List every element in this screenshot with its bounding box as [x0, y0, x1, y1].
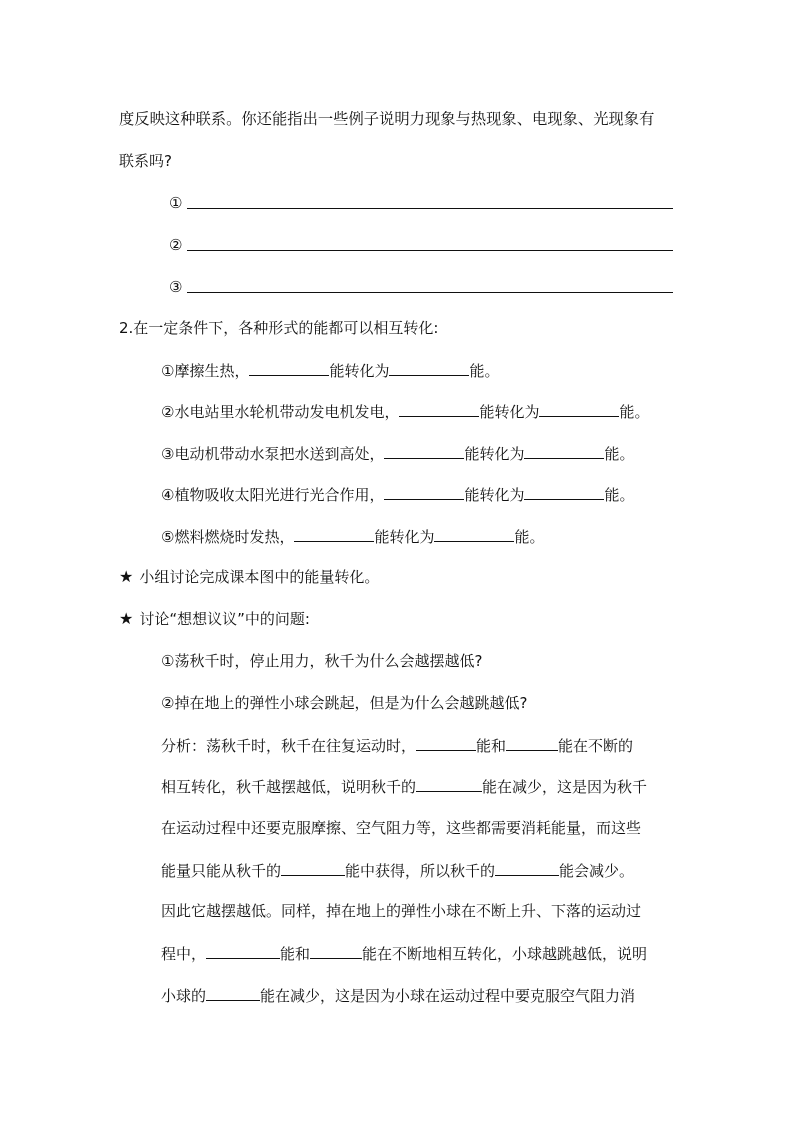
fill-blank[interactable] — [524, 443, 604, 459]
conversion-prefix: ④植物吸收太阳光进行光合作用， — [161, 486, 385, 504]
star-item-1 — [119, 567, 379, 587]
conversion-middle: 能转化为 — [329, 362, 390, 380]
star-item-text: 讨论“想想议议”中的问题: — [139, 610, 310, 628]
discussion-question-2: ②掉在地上的弹性小球会跳起，但是为什么会越跳越低? — [161, 694, 528, 712]
answer-line-1[interactable] — [187, 208, 673, 209]
fill-blank[interactable] — [384, 443, 464, 459]
star-icon: ★ — [119, 609, 134, 628]
conversion-prefix: ⑤燃料燃烧时发热， — [161, 528, 295, 546]
analysis-line-5: 因此它越摆越低。同样，掉在地上的弹性小球在不断上升、下落的运动过 — [161, 902, 642, 920]
analysis-text: 能中获得，所以秋千的 — [345, 862, 496, 880]
q2-heading-text: 2.在一定条件下，各种形式的能都可以相互转化: — [119, 319, 439, 337]
fill-blank[interactable] — [539, 401, 619, 417]
discussion-question-1: ①荡秋千时，停止用力，秋千为什么会越摆越低? — [161, 652, 483, 670]
conversion-item-2 — [161, 401, 649, 422]
analysis-text: 能在减少，这是因为小球在运动过程中要克服空气阻力消 — [260, 987, 636, 1005]
fill-blank[interactable] — [416, 776, 482, 792]
conversion-suffix: 能。 — [514, 528, 545, 546]
analysis-text: 程中， — [161, 945, 207, 963]
conversion-item-5 — [161, 526, 544, 547]
analysis-text: 能量只能从秋千的 — [161, 862, 282, 880]
star-item-2 — [119, 609, 310, 629]
analysis-line-3: 在运动过程中还要克服摩擦、空气阻力等，这些都需要消耗能量，而这些 — [161, 819, 642, 837]
fill-blank[interactable] — [281, 860, 345, 876]
fill-blank[interactable] — [495, 860, 559, 876]
analysis-text: 能在不断地相互转化，小球越跳越低，说明 — [362, 945, 648, 963]
conversion-middle: 能转化为 — [464, 445, 525, 463]
analysis-text: 分析：荡秋千时，秋千在往复运动时， — [161, 737, 417, 755]
analysis-text: 能会减少。 — [559, 862, 635, 880]
conversion-suffix: 能。 — [604, 445, 635, 463]
analysis-text: 小球的 — [161, 987, 207, 1005]
fill-blank[interactable] — [389, 360, 469, 376]
star-icon: ★ — [119, 567, 134, 586]
conversion-prefix: ③电动机带动水泵把水送到高处， — [161, 445, 385, 463]
fill-blank[interactable] — [399, 401, 479, 417]
fill-blank[interactable] — [206, 985, 260, 1001]
fill-blank[interactable] — [524, 484, 604, 500]
analysis-line-2 — [161, 776, 647, 797]
fill-blank[interactable] — [416, 735, 476, 751]
example-marker-2: ② — [169, 236, 183, 254]
fill-blank[interactable] — [206, 943, 280, 959]
fill-blank[interactable] — [506, 735, 558, 751]
conversion-item-1 — [161, 360, 499, 381]
conversion-prefix: ②水电站里水轮机带动发电机发电， — [161, 403, 400, 421]
answer-line-2[interactable] — [187, 250, 673, 251]
analysis-text: 能在减少，这是因为秋千 — [482, 778, 648, 796]
intro-line-1: 度反映这种联系。你还能指出一些例子说明力现象与热现象、电现象、光现象有 — [119, 110, 655, 128]
analysis-text: 能在不断的 — [558, 737, 634, 755]
fill-blank[interactable] — [384, 484, 464, 500]
fill-blank[interactable] — [434, 526, 514, 542]
conversion-middle: 能转化为 — [479, 403, 540, 421]
conversion-suffix: 能。 — [604, 486, 635, 504]
example-marker-3: ③ — [169, 278, 183, 296]
conversion-prefix: ①摩擦生热， — [161, 362, 250, 380]
analysis-text: 能和 — [280, 945, 311, 963]
conversion-middle: 能转化为 — [464, 486, 525, 504]
analysis-text: 能和 — [476, 737, 507, 755]
fill-blank[interactable] — [294, 526, 374, 542]
fill-blank[interactable] — [310, 943, 362, 959]
intro-line-2: 联系吗? — [119, 152, 172, 170]
analysis-line-6 — [161, 943, 647, 964]
conversion-middle: 能转化为 — [374, 528, 435, 546]
fill-blank[interactable] — [249, 360, 329, 376]
conversion-item-3 — [161, 443, 634, 464]
analysis-text: 相互转化，秋千越摆越低，说明秋千的 — [161, 778, 417, 796]
q2-heading — [119, 318, 438, 338]
example-marker-1: ① — [169, 194, 183, 212]
analysis-line-7 — [161, 985, 635, 1006]
analysis-line-1 — [161, 735, 633, 756]
star-item-text: 小组讨论完成课本图中的能量转化。 — [139, 568, 380, 586]
conversion-suffix: 能。 — [619, 403, 650, 421]
conversion-suffix: 能。 — [469, 362, 500, 380]
analysis-line-4 — [161, 860, 634, 881]
answer-line-3[interactable] — [187, 292, 673, 293]
conversion-item-4 — [161, 484, 634, 505]
